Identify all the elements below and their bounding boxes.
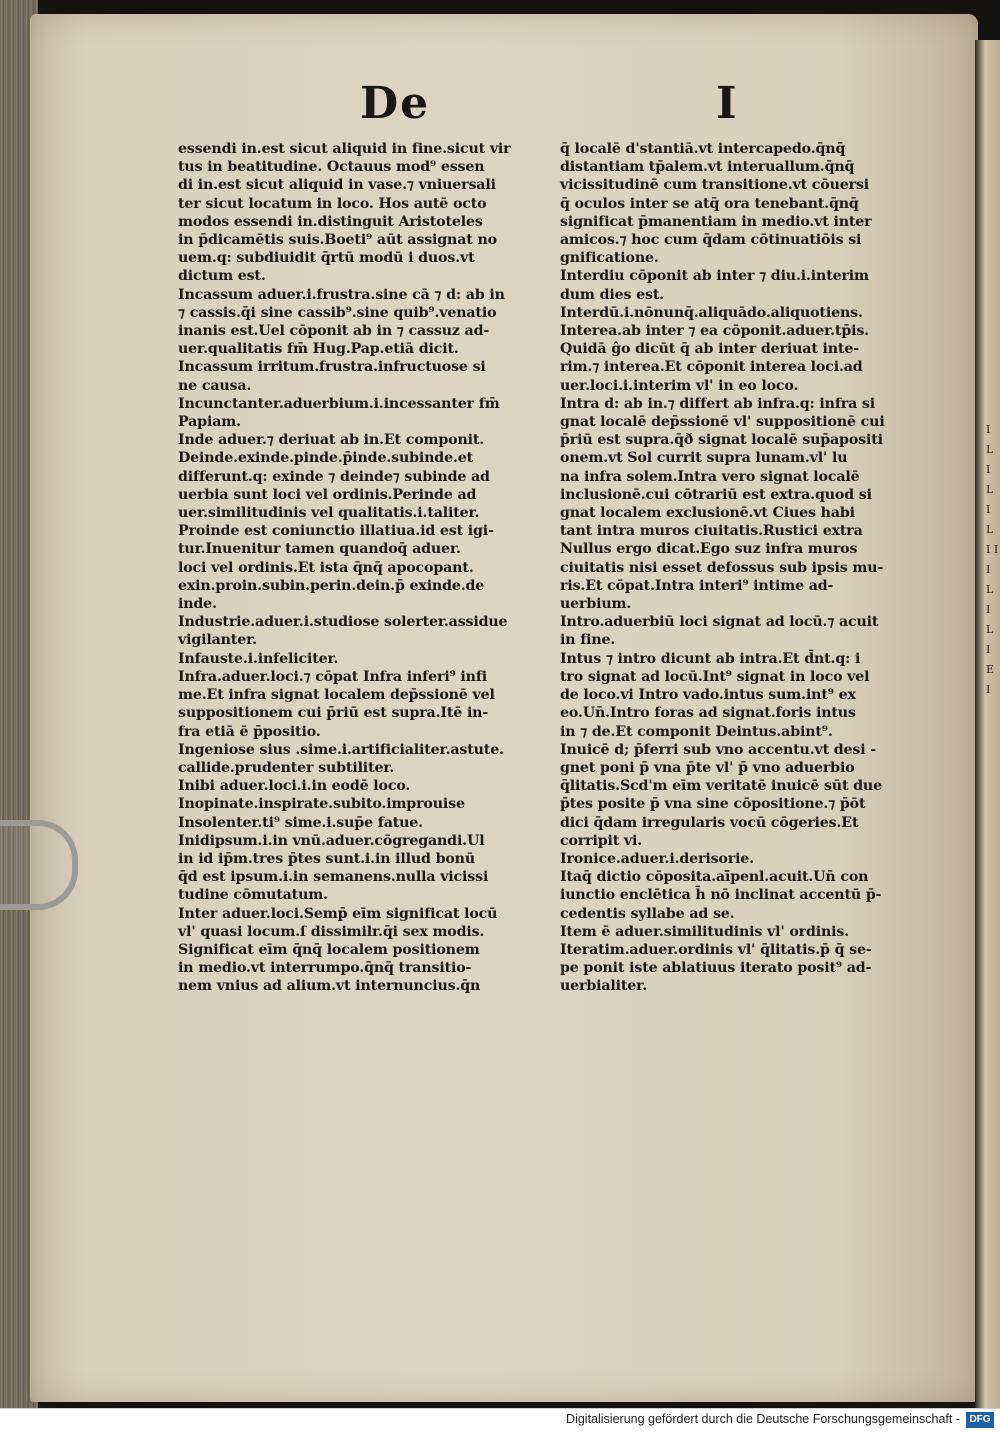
text-line: suppositionem cui p̄riū est supra.Itē in- xyxy=(178,705,489,722)
text-line: inanis est.Uel cōponit ab in ⁊ cassuz ad- xyxy=(178,323,490,340)
text-line: Interea.ab inter ⁊ ea cōponit.aduer.tp̄is. xyxy=(560,323,869,340)
dfg-logo: DFG xyxy=(966,1412,994,1428)
text-line: di in.est sicut aliquid in vase.⁊ vniuersali xyxy=(178,177,496,194)
text-line: Papiam. xyxy=(178,414,241,431)
text-line: modos essendi in.distinguit Aristoteles xyxy=(178,213,483,230)
running-head-left: De xyxy=(360,78,431,129)
text-line: cedentis syllabe ad se. xyxy=(560,905,735,922)
text-line: in p̄dicamētis suis.Boeti⁹ aūt assignat no xyxy=(178,232,497,249)
page-clip xyxy=(0,820,78,910)
text-line: inclusionē.cui cōtrariū est extra.quod si xyxy=(560,486,872,503)
text-line: Inopinate.inspirate.subito.improuise xyxy=(178,796,465,813)
text-line: Inidipsum.i.in vnū.aduer.cōgregandi.Ul xyxy=(178,832,485,849)
text-line: p̄riū est supra.q̄ð signat localē sup̄apositi xyxy=(560,432,883,449)
dfg-footer xyxy=(0,1408,1000,1432)
text-line: rim.⁊ interea.Et cōponit interea loci.ad xyxy=(560,359,863,376)
text-line: Deinde.exinde.pinde.p̄inde.subinde.et xyxy=(178,450,474,467)
text-line: Item ē aduer.similitudinis vl' ordinis. xyxy=(560,923,850,940)
text-line: p̄tes posite p̄ vna sine cōpositione.⁊ p̄ōt xyxy=(560,796,866,813)
text-line: Intro.aduerbiū loci signat ad locū.⁊ acuit xyxy=(560,614,879,631)
text-line: uer.similitudinis vel qualitatis.i.taliter. xyxy=(178,505,480,522)
text-line: Significat eīm q̄nq̄ localem positionem xyxy=(178,941,480,958)
text-line: Industrie.aduer.i.studiose solerter.assidue xyxy=(178,614,508,631)
text-line: Proinde est coniunctio illatiua.id est igi- xyxy=(178,523,494,540)
text-line: Inter aduer.loci.Semp̄ eīm significat locū xyxy=(178,905,498,922)
text-line: Infra.aduer.loci.⁊ cōpat Infra inferi⁹ infi xyxy=(178,668,488,685)
text-line: uer.loci.i.interim vl' in eo loco. xyxy=(560,377,799,394)
text-line: dum dies est. xyxy=(560,286,665,303)
text-line: uer.qualitatis fm̄ Hug.Pap.etiā dicit. xyxy=(178,341,459,358)
text-line: callide.prudenter subtiliter. xyxy=(178,759,395,776)
text-line: significat p̄manentiam in medio.vt inter xyxy=(560,213,872,230)
text-line: Interdū.i.nōnunq̄.aliquādo.aliquotiens. xyxy=(560,304,863,321)
text-line: vigilanter. xyxy=(178,632,257,649)
text-line: tudine cōmutatum. xyxy=(178,887,328,904)
text-line: gnat localem exclusionē.vt Ciues habi xyxy=(560,505,855,522)
text-line: gnat localē dep̄ssionē vl' suppositionē cui xyxy=(560,414,885,431)
text-line: in medio.vt interrumpo.q̄nq̄ transitio- xyxy=(178,960,472,977)
text-line: ris.Et cōpat.Intra interi⁹ intime ad- xyxy=(560,577,834,594)
text-line: vicissitudinē cum transitione.vt cōuersi xyxy=(560,177,870,194)
text-line: pe ponit iste ablatiuus iterato posit⁹ ad- xyxy=(560,960,872,977)
text-line: Incassum aduer.i.frustra.sine cā ⁊ d: ab in xyxy=(178,286,505,303)
text-line: in ⁊ de.Et componit Deintus.abint⁹. xyxy=(560,723,833,740)
text-line: Incassum irritum.frustra.infructuose si xyxy=(178,359,486,376)
text-line: Intus ⁊ intro dicunt ab intra.Et d̄nt.q: i xyxy=(560,650,861,667)
text-line: Incunctanter.aduerbium.i.incessanter fm̄ xyxy=(178,395,500,412)
text-line: Ironice.aduer.i.derisorie. xyxy=(560,850,754,867)
text-line: tro signat ad locū.Int⁹ signat in loco vel xyxy=(560,668,870,685)
text-line: in fine. xyxy=(560,632,616,649)
text-line: uem.q: subdiuidit q̄rtū modū i duos.vt xyxy=(178,250,475,267)
footer-funding-text: Digitalisierung gefördert durch die Deutsche Forschungsgemeinschaft - xyxy=(566,1412,960,1426)
text-line: dici q̄dam irregularis vocū cōgeries.Et xyxy=(560,814,859,831)
text-line: distantiam tp̄alem.vt interuallum.q̄nq̄ xyxy=(560,159,855,176)
text-line: exin.proin.subin.perin.dein.p̄ exinde.de xyxy=(178,577,485,594)
text-line: Inibi aduer.loci.i.in eodē loco. xyxy=(178,778,411,795)
text-line: Infauste.i.infeliciter. xyxy=(178,650,339,667)
text-line: dictum est. xyxy=(178,268,266,285)
text-line: nem vnius ad alium.vt internuncius.q̄n xyxy=(178,978,481,995)
text-line: onem.vt Sol currit supra lunam.vl' lu xyxy=(560,450,848,467)
text-line: fra etiā ē p̄positio. xyxy=(178,723,321,740)
text-line: gnet poni p̄ vna p̄te vl' p̄ vno aduerbio xyxy=(560,759,855,776)
text-line: tant intra muros ciuitatis.Rustici extra xyxy=(560,523,863,540)
text-line: Insolenter.ti⁹ sime.i.sup̄e fatue. xyxy=(178,814,423,831)
text-line: essendi in.est sicut aliquid in fine.sicut vir xyxy=(178,141,511,157)
left-text-column xyxy=(178,140,548,996)
text-line: na infra solem.Intra vero signat localē xyxy=(560,468,860,485)
text-line: ne causa. xyxy=(178,377,252,394)
text-line: Ingeniose sius .sime.i.artificialiter.astute. xyxy=(178,741,504,758)
right-text-column xyxy=(560,140,928,996)
text-line: q̄ oculos inter se atq̄ ora tenebant.q̄nq̄ xyxy=(560,195,859,212)
text-line: vl' quasi locum.ſ dissimilr.q̄i sex modis. xyxy=(178,923,485,940)
text-line: Inde aduer.⁊ deriuat ab in.Et componit. xyxy=(178,432,485,449)
text-line: ⁊ cassis.q̄i sine cassib⁹.sine quib⁹.venatio xyxy=(178,304,497,321)
text-line: differunt.q: exinde ⁊ deinde⁊ subinde ad xyxy=(178,468,490,485)
running-head-right: I xyxy=(716,78,739,129)
text-line: me.Et infra signat localem dep̄ssionē vel xyxy=(178,687,495,704)
text-line: q̄litatis.Scd'm eīm veritatē inuicē sūt due xyxy=(560,778,882,795)
facing-page-fragment: I L I L I L I I I L I L I E I xyxy=(986,423,999,696)
text-line: Intra d: ab in.⁊ differt ab infra.q: infra si xyxy=(560,395,876,412)
text-line: uerbia sunt loci vel ordinis.Perinde ad xyxy=(178,486,477,503)
text-line: Iteratim.aduer.ordinis vl' q̄litatis.p̄ q̄ se- xyxy=(560,941,872,958)
text-line: corripit vi. xyxy=(560,832,643,849)
facing-page-edge xyxy=(975,40,1000,1408)
text-line: ciuitatis nisi esset defossus sub ipsis mu- xyxy=(560,559,884,576)
text-line: tus in beatitudine. Octauus mod⁹ essen xyxy=(178,159,485,176)
text-line: q̄d est ipsum.i.in semanens.nulla vicissi xyxy=(178,869,489,886)
text-line: amicos.⁊ hoc cum q̄dam cōtinuatiōis si xyxy=(560,232,862,249)
text-line: Interdiu cōponit ab inter ⁊ diu.i.interim xyxy=(560,268,869,285)
text-line: loci vel ordinis.Et ista q̄nq̄ apocopant. xyxy=(178,559,474,576)
text-line: Inuicē d; p̄ferri sub vno accentu.vt desi - xyxy=(560,741,877,758)
text-line: in id ip̄m.tres p̄tes sunt.i.in illud bonū xyxy=(178,850,476,867)
text-line: ter sicut locatum in loco. Hos autē octo xyxy=(178,195,487,212)
text-line: Itaq̄ dictio cōposita.aī̄penl.acuit.Un̄ con xyxy=(560,869,869,886)
text-line: tur.Inuenitur tamen quandoq̄ aduer. xyxy=(178,541,461,558)
text-line: iunctio enclētica h̄ nō inclinat accentū p̄- xyxy=(560,887,882,904)
text-line: uerbium. xyxy=(560,596,632,613)
text-line: eo.Un̄.Intro foras ad signat.foris intus xyxy=(560,705,856,722)
text-line: uerbialiter. xyxy=(560,978,647,995)
text-line: gnificatione. xyxy=(560,250,659,267)
text-line: Quidā ĝo dicūt q̄ ab inter deriuat inte- xyxy=(560,341,859,358)
text-line: q̄ localē d'stantiā.vt intercapedo.q̄nq̄ xyxy=(560,141,846,157)
text-line: Nullus ergo dicat.Ego suz infra muros xyxy=(560,541,858,558)
text-line: inde. xyxy=(178,596,217,613)
text-line: de loco.vi Intro vado.intus sum.int⁹ ex xyxy=(560,687,856,704)
